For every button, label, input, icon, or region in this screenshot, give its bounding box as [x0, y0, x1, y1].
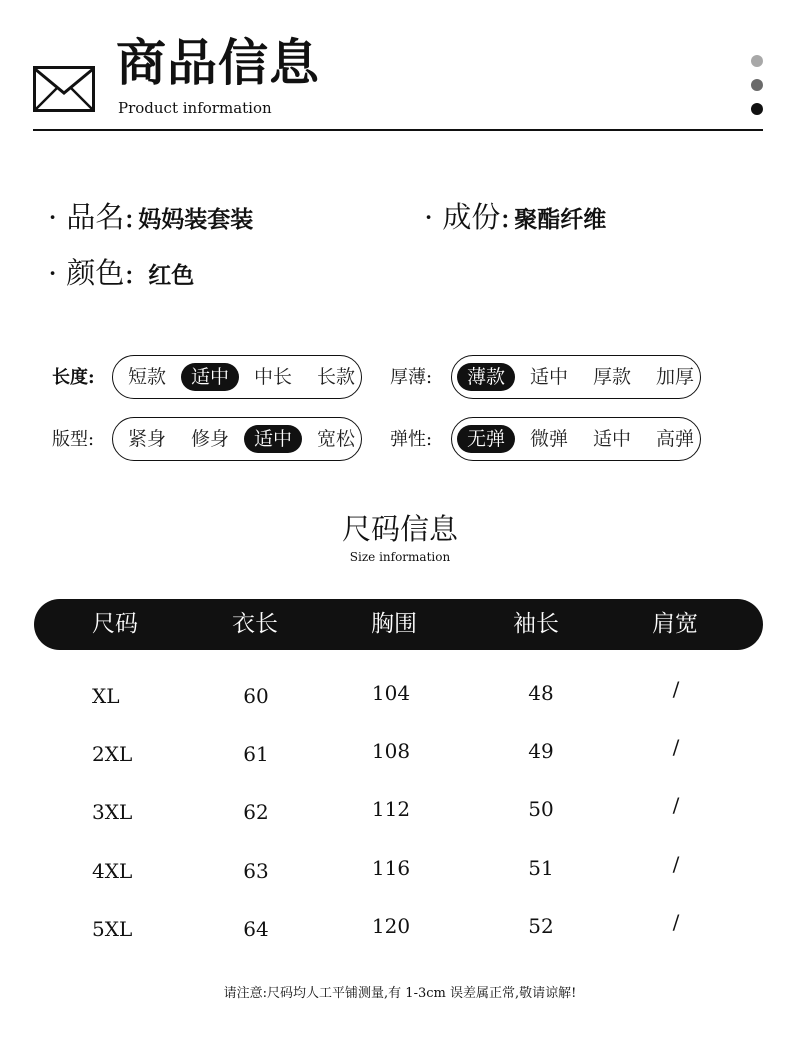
info-color — [48, 256, 195, 290]
info-material-label: · 成份: — [424, 200, 511, 234]
page-title: 商品信息 — [116, 33, 320, 92]
envelope-icon — [33, 66, 95, 112]
attr-length-option: 长款 — [316, 366, 355, 388]
column-header-length: 衣长 — [232, 611, 278, 637]
cell-shoulder: / — [672, 910, 680, 934]
cell-chest: 116 — [371, 856, 411, 880]
attr-fit-option-selected: 适中 — [244, 425, 302, 453]
attr-length-option-selected: 适中 — [181, 363, 239, 391]
cell-sleeve: 50 — [528, 797, 554, 821]
page-subtitle: Product information — [118, 99, 272, 117]
attr-elasticity-option: 适中 — [592, 428, 631, 450]
attr-length-label: 长度: — [52, 367, 95, 388]
cell-chest: 104 — [371, 681, 411, 705]
size-table-header — [34, 599, 763, 650]
info-name — [48, 200, 254, 234]
cell-length: 60 — [243, 684, 269, 708]
column-header-shoulder: 肩宽 — [652, 611, 698, 637]
cell-sleeve: 48 — [528, 681, 554, 705]
attr-thickness-option: 加厚 — [655, 366, 694, 388]
cell-length: 63 — [243, 859, 269, 883]
cell-chest: 120 — [371, 914, 411, 938]
cell-sleeve: 51 — [528, 856, 554, 880]
attr-elasticity-label: 弹性: — [390, 429, 433, 450]
cell-chest: 112 — [371, 797, 411, 821]
attr-length-pill — [112, 355, 362, 399]
attr-thickness-option: 厚款 — [592, 366, 631, 388]
info-material — [424, 200, 607, 234]
attr-thickness-option-selected: 薄款 — [457, 363, 515, 391]
attr-fit-option: 修身 — [190, 428, 229, 450]
cell-size: 5XL — [92, 917, 133, 941]
decor-dot-mid — [751, 79, 763, 91]
column-header-sleeve: 袖长 — [513, 611, 559, 637]
attr-thickness-pill — [451, 355, 701, 399]
column-header-size: 尺码 — [92, 611, 138, 637]
decor-dot-light — [751, 55, 763, 67]
info-name-label: · 品名: — [48, 200, 135, 234]
header-divider — [33, 129, 763, 131]
attr-length-option: 中长 — [253, 366, 292, 388]
attr-thickness-option: 适中 — [529, 366, 568, 388]
attr-fit-label: 版型: — [52, 429, 95, 450]
attr-length-option: 短款 — [127, 366, 166, 388]
cell-shoulder: / — [672, 793, 680, 817]
attr-fit-option: 紧身 — [127, 428, 166, 450]
cell-length: 61 — [243, 742, 269, 766]
attr-elasticity-option: 微弹 — [529, 428, 568, 450]
cell-size: 4XL — [92, 859, 133, 883]
cell-sleeve: 52 — [528, 914, 554, 938]
info-color-value: 红色 — [148, 262, 195, 289]
size-section-title: 尺码信息 — [341, 512, 458, 546]
attr-fit-pill — [112, 417, 362, 461]
cell-sleeve: 49 — [528, 739, 554, 763]
attr-elasticity-pill — [451, 417, 701, 461]
measurement-note: 请注意:尺码均人工平铺测量,有 1-3cm 误差属正常,敬请谅解! — [223, 986, 577, 1001]
column-header-chest: 胸围 — [371, 611, 417, 637]
cell-shoulder: / — [672, 677, 680, 701]
cell-shoulder: / — [672, 852, 680, 876]
attr-elasticity-option-selected: 无弹 — [457, 425, 515, 453]
info-material-value: 聚酯纤维 — [514, 206, 607, 233]
cell-size: 2XL — [92, 742, 133, 766]
cell-size: XL — [92, 684, 120, 708]
decor-dot-dark — [751, 103, 763, 115]
cell-shoulder: / — [672, 735, 680, 759]
info-name-value: 妈妈装套装 — [138, 206, 254, 233]
attr-elasticity-option: 高弹 — [655, 428, 694, 450]
size-section-subtitle: Size information — [349, 550, 451, 564]
attr-thickness-label: 厚薄: — [390, 367, 433, 388]
cell-chest: 108 — [371, 739, 411, 763]
attr-fit-option: 宽松 — [316, 428, 355, 450]
cell-length: 64 — [243, 917, 269, 941]
cell-length: 62 — [243, 800, 269, 824]
info-color-label: · 颜色: — [48, 256, 135, 290]
cell-size: 3XL — [92, 800, 133, 824]
